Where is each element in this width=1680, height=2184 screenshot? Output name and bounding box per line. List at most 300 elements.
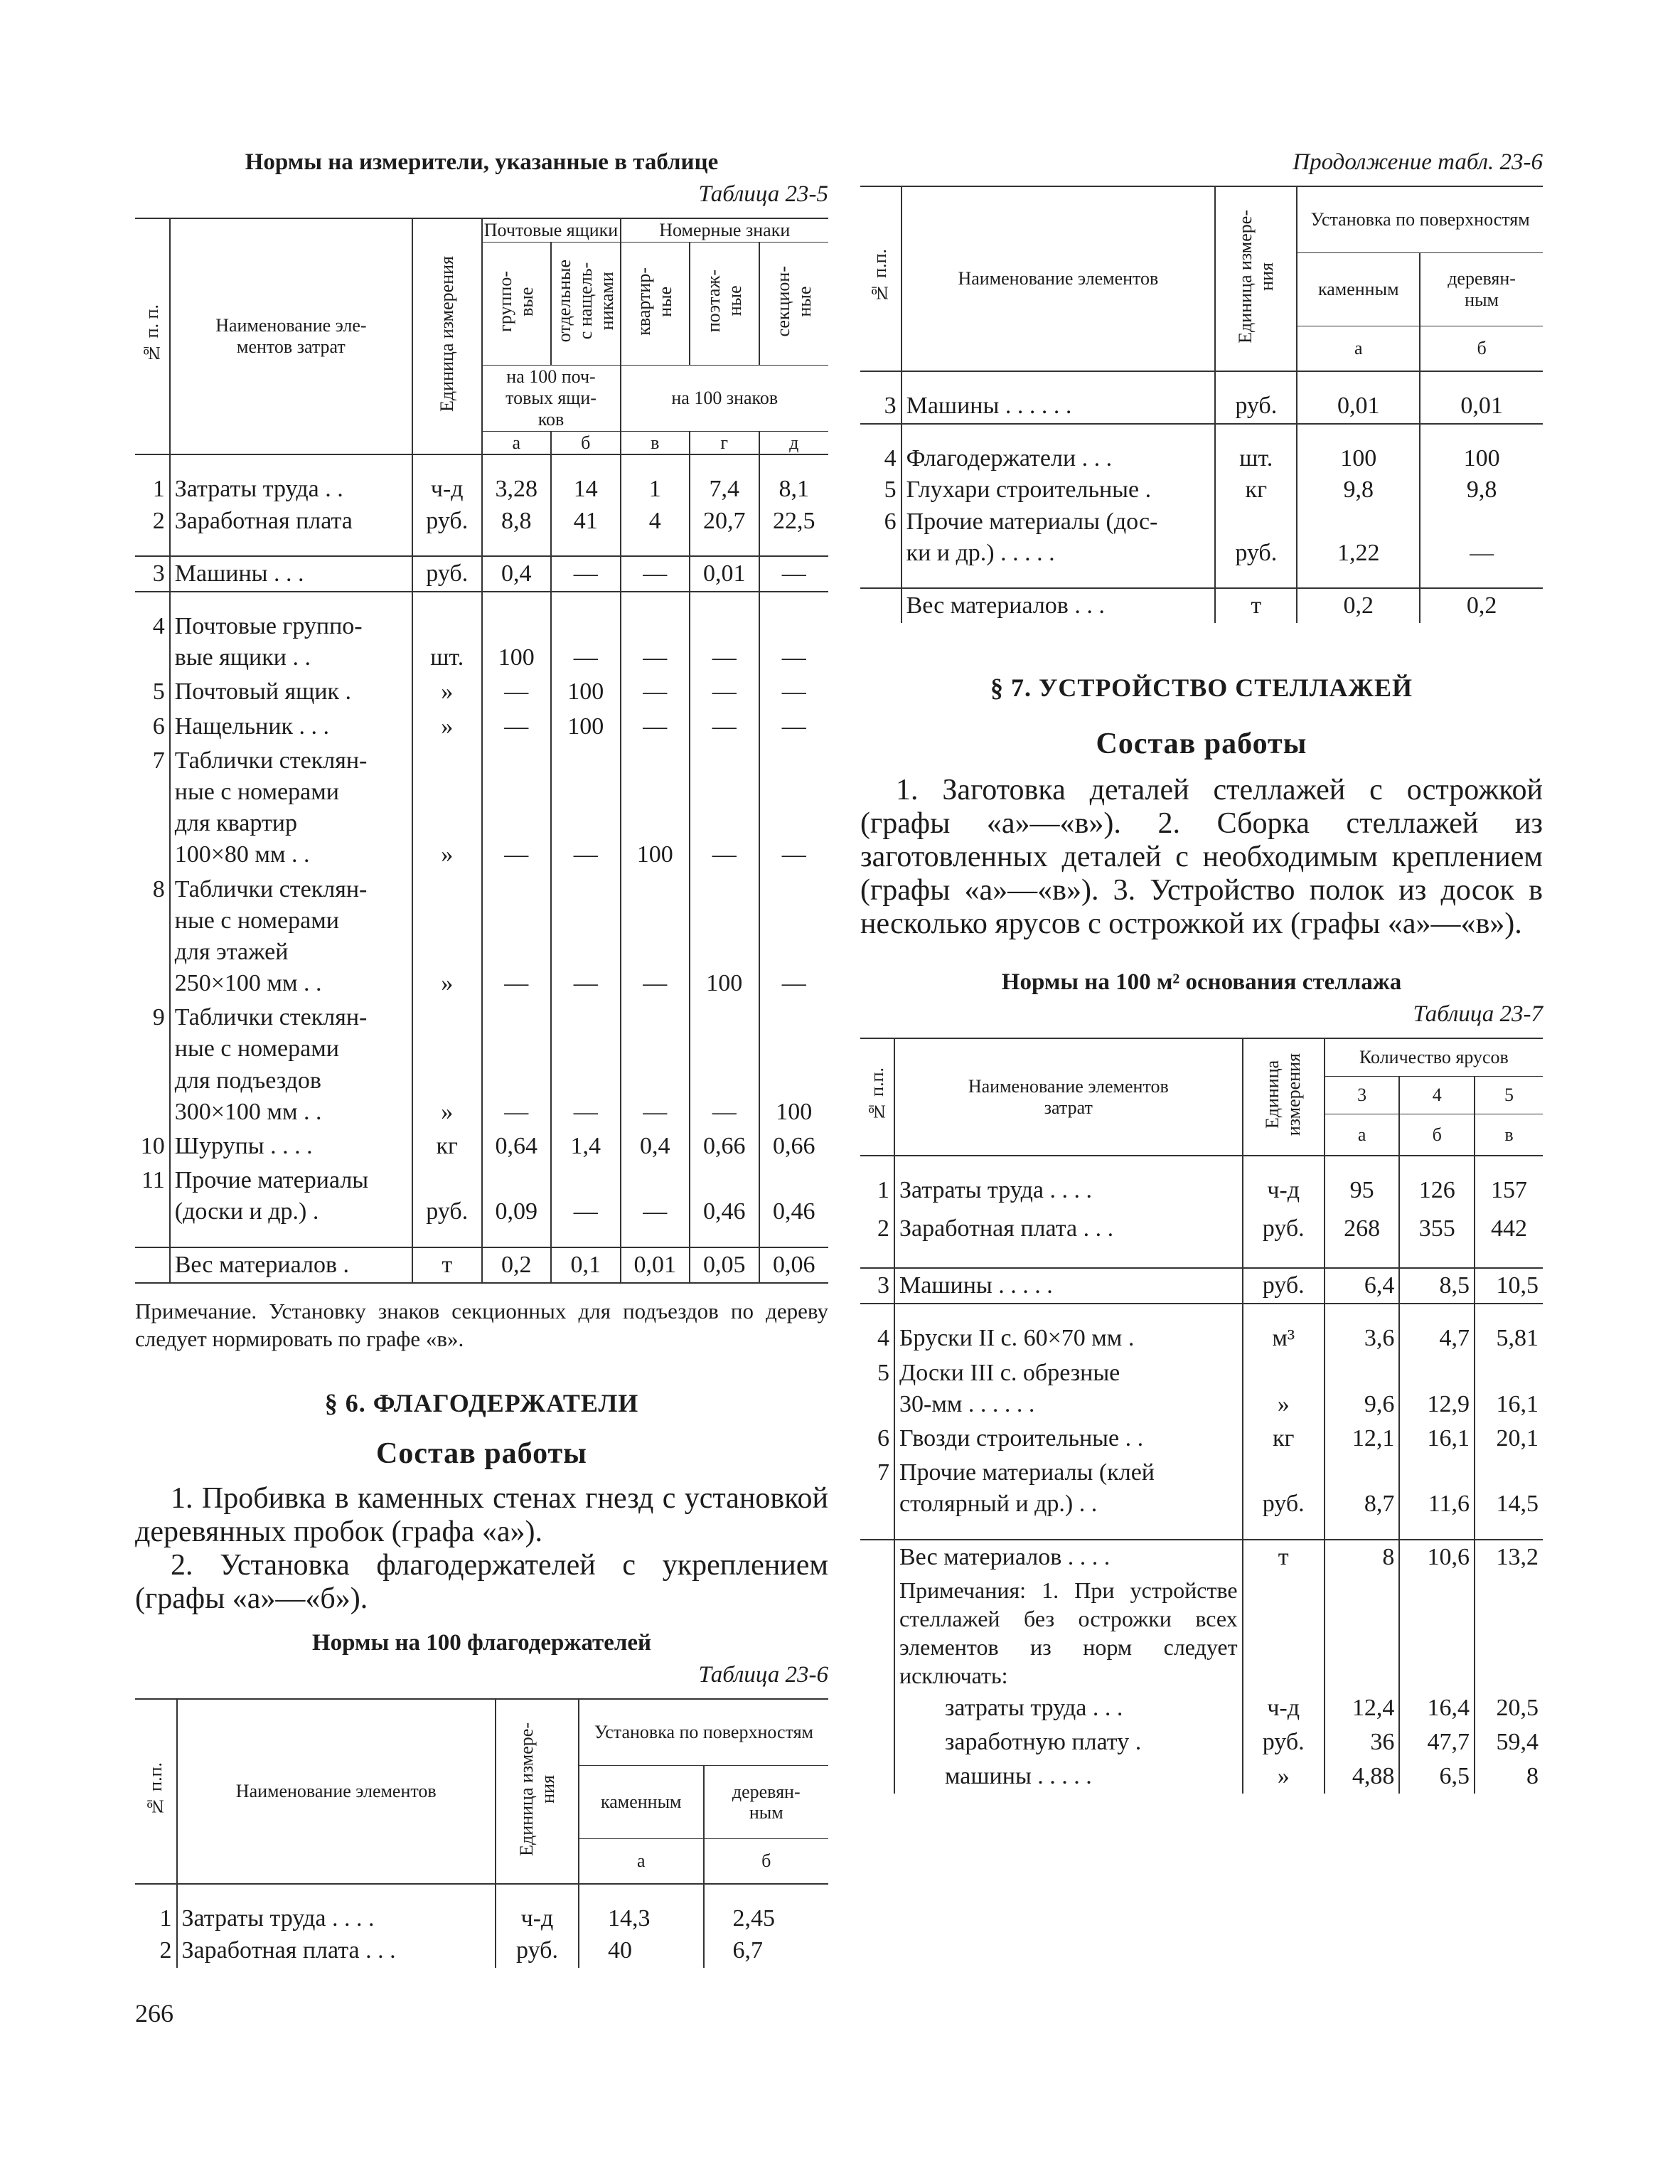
spacer-cell [170,454,412,472]
row-value: 0,4 [482,556,552,592]
row-value: 0,01 [1420,389,1543,424]
table-spacer-row [860,371,1543,389]
row-value: — [621,873,690,1001]
spacer-cell [177,1884,496,1902]
row-value: — [759,556,829,592]
row-name: Прочие материалы (доски и др.) . [170,1163,412,1229]
header-tier-count: 5 [1475,1077,1543,1114]
spacer-cell [901,424,1216,442]
table-spacer-row [135,1884,828,1902]
spacer-cell [551,592,621,609]
row-value: 20,5 [1475,1691,1543,1725]
row-number [860,1575,894,1691]
row-unit: т [1243,1540,1325,1575]
row-value: — [482,710,552,744]
row-value: 0,05 [690,1247,759,1283]
header-sub-4-text: секцион- ные [772,265,815,337]
table-row [860,1268,1543,1304]
header-col-letter: б [1420,326,1543,372]
spacer-cell [1243,1250,1325,1268]
spacer-cell [482,592,552,609]
table-row [860,1691,1543,1725]
table-row [860,1212,1543,1250]
table-row [135,556,828,592]
spacer-cell [579,1884,704,1902]
table-spacer-row [860,424,1543,442]
row-value: 20,1 [1475,1422,1543,1456]
page-number: 266 [135,1999,173,2028]
row-number: 6 [152,713,165,740]
spacer-cell [1325,1250,1400,1268]
row-unit: кг [1243,1422,1325,1456]
spacer-cell [170,1230,412,1247]
header-unit [1243,1038,1325,1156]
row-value: 0,01 [690,556,759,592]
table-23-6-continuation-label: Продолжение табл. 23-6 [1293,149,1543,175]
spacer-cell [901,570,1216,588]
table-23-5-note: Примечание. Установку знаков секционных для подъездов по дереву следует нормировать по графе «в». [135,1298,828,1351]
row-value: 157 [1475,1173,1543,1212]
row-unit: ч-д руб. [496,1902,579,1967]
spacer-cell [894,1250,1243,1268]
header-row [135,1699,828,1766]
row-value: 8,5 [1399,1268,1475,1304]
spacer-cell [551,1230,621,1247]
header-col-letter: б [551,431,621,454]
row-value: 9,6 [1325,1356,1400,1422]
header-tiers: Количество ярусов [1325,1038,1543,1077]
row-name: Затраты труда . . . . [894,1173,1243,1212]
row-value: — [551,873,621,1001]
header-number-text: № п.п. [870,249,891,304]
table-row [860,1356,1543,1422]
header-number-signs: Номерные знаки [621,218,829,242]
header-number-text: № п. п. [141,304,162,364]
header-tier-count: 4 [1399,1077,1475,1114]
row-unit: » [412,710,482,744]
table-row [135,472,828,538]
spacer-cell [412,538,482,556]
header-unit [496,1699,579,1884]
spacer-cell [860,371,901,389]
header-col-letter: а [482,431,552,454]
spacer-cell [135,454,170,472]
table-row [135,1001,828,1129]
row-value: 47,7 [1399,1725,1475,1759]
row-value: 14,3 40 [579,1902,704,1967]
table-row [860,1456,1543,1521]
row-number: 5 [152,678,165,705]
row-unit: ч-д руб. [412,472,482,538]
header-per-signs: на 100 знаков [621,365,829,431]
spacer-cell [860,1250,894,1268]
spacer-cell [482,454,552,472]
header-col-letter: а [579,1839,704,1885]
table-spacer-row [135,1230,828,1247]
spacer-cell [135,538,170,556]
row-value: 268 [1325,1212,1400,1250]
row-number: 8 [152,875,165,902]
row-unit: ч-д [1243,1173,1325,1212]
table-23-6 [135,1698,828,1967]
header-name: Наименование элементов затрат [894,1038,1243,1156]
row-value: 100 [551,710,621,744]
table-23-7-label: Таблица 23-7 [1413,1001,1543,1028]
row-value: — [759,710,829,744]
header-unit-text: Единица измерения [1262,1053,1305,1136]
row-value: 100 9,8 — [1420,442,1543,570]
row-unit: шт. [412,609,482,675]
spacer-cell [860,1156,894,1173]
spacer-cell [860,424,901,442]
spacer-cell [482,1230,552,1247]
row-unit: кг [412,1129,482,1163]
row-unit: руб. [1243,1456,1325,1521]
row-value: 0,06 [759,1247,829,1283]
row-value: 8,7 [1325,1456,1400,1521]
spacer-cell [1399,1156,1475,1173]
row-number: 4 [152,613,165,640]
spacer-cell [1475,1522,1543,1540]
spacer-cell [704,1884,829,1902]
table-spacer-row [860,1250,1543,1268]
row-value: — [551,1001,621,1129]
header-name: Наименование элементов [901,186,1216,371]
header-sub-2-text: квартир- ные [633,267,676,336]
table-row [860,442,1543,570]
header-sub: каменным [579,1766,704,1839]
row-name: Вес материалов . . . . [894,1540,1243,1575]
table-row [860,389,1543,424]
spacer-cell [1215,424,1297,442]
row-unit: » [412,675,482,709]
header-number-text: № п.п. [144,1762,166,1817]
header-col-letter: г [690,431,759,454]
spacer-cell [690,592,759,609]
spacer-cell [1475,1250,1543,1268]
spacer-cell [1215,570,1297,588]
spacer-cell [894,1304,1243,1321]
row-value: 12,1 [1325,1422,1400,1456]
row-value: — [759,873,829,1001]
header-tier-count: 3 [1325,1077,1400,1114]
row-unit: т [412,1247,482,1283]
row-unit: руб. [412,556,482,592]
row-number: 9 [152,1004,165,1031]
section-6-heading: § 6. ФЛАГОДЕРЖАТЕЛИ [324,1389,639,1418]
row-number: 1 [877,1177,889,1204]
row-value: 100 [690,873,759,1001]
header-col-letter: д [759,431,829,454]
spacer-cell [482,538,552,556]
row-unit: руб. [1243,1268,1325,1304]
table-row [860,1422,1543,1456]
spacer-cell [1325,1522,1400,1540]
row-unit: » [412,744,482,873]
row-value: 1 4 [621,472,690,538]
table-spacer-row [135,592,828,609]
header-number [860,186,901,371]
row-number: 3 [877,1272,889,1299]
row-unit: » [1243,1759,1325,1794]
spacer-cell [1243,1575,1325,1691]
row-name: Доски III с. обрезные 30-мм . . . . . . [894,1356,1243,1422]
row-value: 16,1 [1475,1356,1543,1422]
header-sub-2 [621,242,690,365]
spacer-cell [894,1522,1243,1540]
row-value: 5,81 [1475,1321,1543,1355]
row-value: 0,2 [1420,588,1543,623]
row-value: 1,4 [551,1129,621,1163]
row-value: — [482,675,552,709]
row-number [860,1540,894,1575]
header-number [860,1038,894,1156]
row-value: 442 [1475,1212,1543,1250]
section-7-paragraph: 1. Заготовка деталей стеллажей с острожкой (графы «а»—«в»). 2. Сборка стеллажей из заготовленных деталей с необходимым креплением (графы «а»—«в»). 3. Устройство полок из досок в несколько ярусов с острожкой их (графы «а»—«в»). [860,774,1543,941]
row-value: 0,64 [482,1129,552,1163]
row-value: 0,2 [482,1247,552,1283]
row-name: Бруски II с. 60×70 мм . [894,1321,1243,1355]
row-unit: шт. кг руб. [1215,442,1297,570]
table-row [860,588,1543,623]
spacer-cell [1325,1304,1400,1321]
section-7-subheading: Состав работы [1096,728,1307,761]
spacer-cell [759,538,829,556]
row-value: 2,45 6,7 [704,1902,829,1967]
table-row [860,1575,1543,1691]
right-column [860,149,1543,1794]
header-col-letter: в [621,431,690,454]
spacer-cell [1325,1575,1400,1691]
row-name: Таблички стеклян- ные с номерами для этажей 250×100 мм . . [170,873,412,1001]
row-name: Затраты труда . . Заработная плата [170,472,412,538]
spacer-cell [412,1230,482,1247]
table-row [135,609,828,675]
table-spacer-row [860,1156,1543,1173]
header-unit-text: Единица измере- ния [1234,209,1277,343]
note-row-name: затраты труда . . . [894,1691,1243,1725]
header-sub-0 [482,242,552,365]
spacer-cell [1475,1575,1543,1691]
table-row [135,675,828,709]
row-value: 8 [1475,1759,1543,1794]
table-row [860,1725,1543,1759]
table-23-7 [860,1038,1543,1794]
row-name: Прочие материалы (клей столярный и др.) . . [894,1456,1243,1521]
table-23-5 [135,218,828,1284]
header-number-text: № п.п. [866,1067,887,1122]
row-unit: » [412,873,482,1001]
section-6-paragraph-2: 2. Установка флагодержателей с укреплением (графы «а»—«б»). [135,1549,828,1616]
row-number [860,1691,894,1725]
header-col-letter: а [1297,326,1420,372]
spacer-cell [759,592,829,609]
row-unit: руб. [1243,1212,1325,1250]
row-value: 0,01 [621,1247,690,1283]
row-value: 4,7 [1399,1321,1475,1355]
row-number: 3 [152,560,165,587]
row-number: 1 2 [159,1905,172,1964]
spacer-cell [621,454,690,472]
header-sub-1-text: отдельные с нащель- никами [553,260,617,343]
spacer-cell [690,538,759,556]
spacer-cell [690,454,759,472]
row-value: — [690,710,759,744]
spacer-cell [860,570,901,588]
row-value: 14 41 [551,472,621,538]
row-name: Вес материалов . . . [901,588,1216,623]
row-unit: руб. [412,1163,482,1229]
spacer-cell [1399,1304,1475,1321]
row-number: 11 [141,1167,165,1194]
row-unit: ч-д [1243,1691,1325,1725]
row-name: Почтовые группо- вые ящики . . [170,609,412,675]
header-sub-3-text: поэтаж- ные [702,270,745,333]
note-row-name: машины . . . . . [894,1759,1243,1794]
header-col-letter: в [1475,1114,1543,1156]
row-unit: » [1243,1356,1325,1422]
header-sub-1 [551,242,621,365]
row-value: 6,5 [1399,1759,1475,1794]
spacer-cell [551,454,621,472]
spacer-cell [1243,1304,1325,1321]
row-value: — [690,744,759,873]
row-number: 10 [140,1133,165,1160]
row-name: Машины . . . . . [894,1268,1243,1304]
header-row [860,1038,1543,1077]
row-number: 5 [877,1359,889,1386]
spacer-cell [1420,570,1543,588]
spacer-cell [135,592,170,609]
spacer-cell [1475,1156,1543,1173]
spacer-cell [690,1230,759,1247]
spacer-cell [1243,1156,1325,1173]
row-unit: руб. [1243,1725,1325,1759]
spacer-cell [1297,371,1420,389]
row-value: 0,4 [621,1129,690,1163]
header-install: Установка по поверхностям [579,1699,828,1766]
row-value: 0,09 [482,1163,552,1229]
spacer-cell [1420,371,1543,389]
table-row [860,1173,1543,1212]
spacer-cell [1420,424,1543,442]
header-unit [1215,186,1297,371]
row-name: Флагодержатели . . . Глухари строительные . Прочие материалы (дос- ки и др.) . . . . . [901,442,1216,570]
spacer-cell [1475,1304,1543,1321]
spacer-cell [1215,371,1297,389]
row-value: 4,88 [1325,1759,1400,1794]
header-row [135,218,828,242]
row-name: Машины . . . [170,556,412,592]
row-unit: руб. [1215,389,1297,424]
row-number: 2 [877,1215,889,1242]
header-install: Установка по поверхностям [1297,186,1543,253]
row-value: 100 [621,744,690,873]
header-row [860,186,1543,253]
spacer-cell [1325,1156,1400,1173]
row-value: 10,5 [1475,1268,1543,1304]
spacer-cell [1297,424,1420,442]
row-value: — [482,1001,552,1129]
row-number [860,1725,894,1759]
row-value: — [621,1001,690,1129]
row-value: 0,46 [759,1163,829,1229]
table-spacer-row [860,1522,1543,1540]
spacer-cell [135,1230,170,1247]
row-value: 8 [1325,1540,1400,1575]
row-number: 3 [884,393,897,419]
row-value: — [551,1163,621,1229]
row-value: 14,5 [1475,1456,1543,1521]
row-value: 10,6 [1399,1540,1475,1575]
row-number: 7 [152,747,165,774]
row-value: 7,4 20,7 [690,472,759,538]
spacer-cell [894,1156,1243,1173]
spacer-cell [621,592,690,609]
table-spacer-row [860,1304,1543,1321]
table-row [860,1759,1543,1794]
spacer-cell [1399,1575,1475,1691]
row-number [860,588,901,623]
header-sub-0-text: группо- вые [495,270,537,332]
table-spacer-row [860,570,1543,588]
row-value: 59,4 [1475,1725,1543,1759]
spacer-cell [1243,1522,1325,1540]
row-value: 355 [1399,1212,1475,1250]
row-value: 12,4 [1325,1691,1400,1725]
row-value: 16,4 [1399,1691,1475,1725]
row-unit: т [1215,588,1297,623]
row-name: Нащельник . . . [170,710,412,744]
spacer-cell [170,592,412,609]
spacer-cell [621,1230,690,1247]
row-value: 3,28 8,8 [482,472,552,538]
row-value: 6,4 [1325,1268,1400,1304]
row-value: 100 [551,675,621,709]
spacer-cell [135,1884,177,1902]
table-row [135,1129,828,1163]
spacer-cell [759,454,829,472]
row-value: — [621,675,690,709]
header-sub-3 [690,242,759,365]
section-6-subheading: Состав работы [376,1437,587,1471]
row-value: — [759,744,829,873]
note-row-name: заработную плату . [894,1725,1243,1759]
header-sub-4 [759,242,829,365]
header-per-mailboxes: на 100 поч- товых ящи- ков [482,365,621,431]
header-col-letter: б [1399,1114,1475,1156]
row-value: — [690,675,759,709]
row-number: 1 2 [152,476,165,534]
row-unit: » [412,1001,482,1129]
row-value: 0,66 [759,1129,829,1163]
row-value: 12,9 [1399,1356,1475,1422]
table-23-6-title: Нормы на 100 флагодержателей [311,1630,652,1656]
row-number: 7 [877,1459,889,1486]
spacer-cell [1399,1522,1475,1540]
row-value: — [621,710,690,744]
header-sub: деревян- ным [704,1766,829,1839]
row-value: — [690,1001,759,1129]
spacer-cell [901,371,1216,389]
row-name: Заработная плата . . . [894,1212,1243,1250]
header-name: Наименование эле- ментов затрат [170,218,412,454]
row-value: — [482,873,552,1001]
table-23-7-title: Нормы на 100 м² основания стеллажа [1001,969,1402,996]
spacer-cell [860,1522,894,1540]
row-name: Затраты труда . . . . Заработная плата . . . [177,1902,496,1967]
row-value: 126 [1399,1173,1475,1212]
